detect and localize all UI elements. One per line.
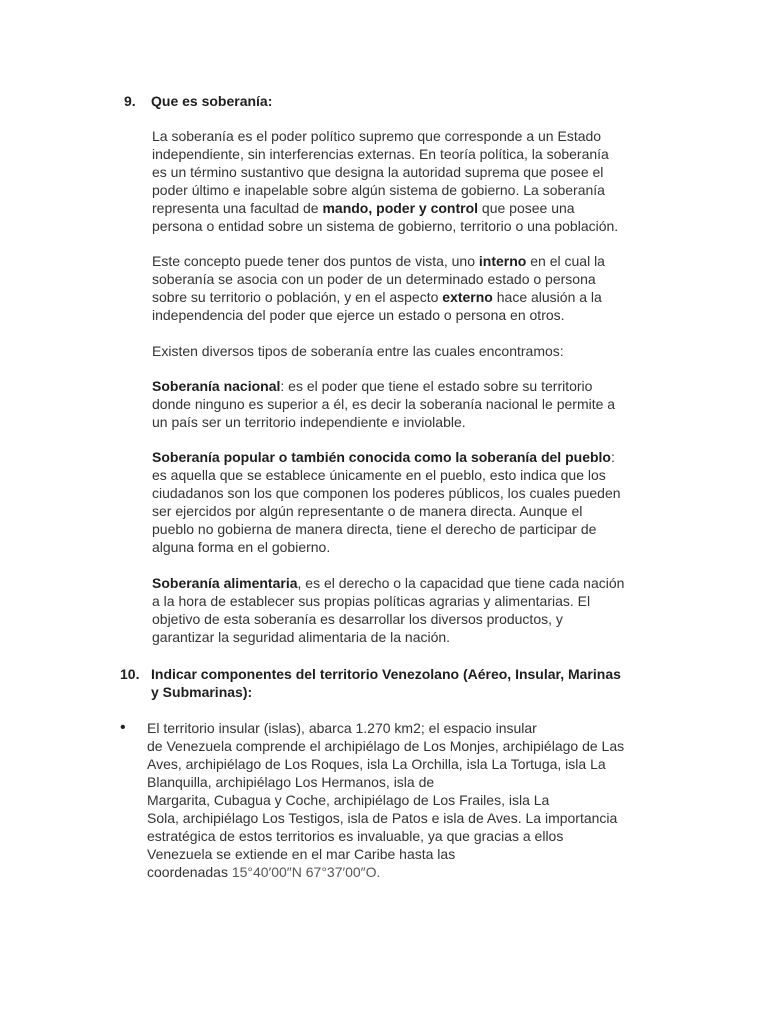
text-fragment: coordenadas — [147, 864, 232, 880]
text-line: donde ninguno es superior a él, es decir la soberanía nacional le permite a — [152, 396, 616, 412]
text-fragment: , es el derecho o la capacidad que tiene cada nación — [297, 575, 625, 591]
question-10-heading — [120, 665, 680, 701]
text-line: La soberanía es el poder político supremo que corresponde a un Estado — [152, 128, 602, 144]
question-number: 10. — [120, 666, 140, 682]
text-fragment: hace alusión a la — [492, 289, 602, 305]
text-line — [152, 377, 672, 395]
coordinates-text: 15°40′00″N 67°37′00″O. — [231, 864, 381, 880]
text-line — [152, 252, 672, 270]
text-line: Aves, archipiélago de Los Roques, isla La Orchilla, isla La Tortuga, isla La — [147, 756, 606, 772]
text-fragment: : es el poder que tiene el estado sobre su territorio — [280, 378, 593, 394]
text-line — [147, 863, 687, 881]
bold-term: Soberanía alimentaria — [152, 575, 298, 591]
text-line: estratégica de estos territorios es invaluable, ya que gracias a ellos — [147, 828, 564, 844]
text-line: alguna forma en el gobierno. — [152, 539, 331, 555]
text-line: ciudadanos son los que componen los poderes públicos, los cuales pueden — [152, 485, 621, 501]
bold-term: interno — [478, 253, 527, 269]
text-line: independencia del poder que ejerce un estado o persona en otros. — [152, 307, 565, 323]
bold-term: externo — [442, 289, 493, 305]
insular-territory-paragraph — [147, 719, 687, 881]
question-title-continued: y Submarinas): — [151, 684, 253, 700]
text-line: soberanía se asocia con un poder de un determinado estado o persona — [152, 271, 596, 287]
definition-paragraph — [152, 127, 672, 235]
food-sovereignty-paragraph — [152, 574, 672, 646]
text-line: garantizar la seguridad alimentaria de la nación. — [152, 629, 451, 645]
text-line: Existen diversos tipos de soberanía entre las cuales encontramos: — [152, 343, 564, 359]
text-line: pueblo no gobierna de manera directa, tiene el derecho de participar de — [152, 521, 597, 537]
question-title: Indicar componentes del territorio Venezolano (Aéreo, Insular, Marinas — [151, 666, 621, 682]
question-9-heading — [124, 92, 684, 110]
bold-term: Soberanía popular o también conocida como la soberanía del pueblo — [152, 449, 611, 465]
text-line: Margarita, Cubagua y Coche, archipiélago de Los Frailes, isla La — [147, 792, 550, 808]
text-fragment: en el cual la — [526, 253, 605, 269]
popular-sovereignty-paragraph — [152, 448, 672, 556]
text-fragment: Este concepto puede tener dos puntos de vista, uno — [152, 253, 479, 269]
types-intro-paragraph — [152, 342, 672, 360]
text-fragment: que posee una — [478, 200, 575, 216]
text-line: Sola, archipiélago Los Testigos, isla de Patos e isla de Aves. La importancia — [147, 810, 618, 826]
bold-term: Soberanía nacional — [152, 378, 281, 394]
text-line: Blanquilla, archipiélago Los Hermanos, isla de — [147, 774, 435, 790]
text-line: de Venezuela comprende el archipiélago de Los Monjes, archipiélago de Las — [147, 738, 625, 754]
text-line: es un término sustantivo que designa la autoridad suprema que posee el — [152, 164, 604, 180]
text-line — [152, 574, 672, 592]
text-line: El territorio insular (islas), abarca 1.270 km2; el espacio insular — [147, 720, 537, 736]
text-fragment: sobre su territorio o población, y en el aspecto — [152, 289, 443, 305]
text-line: un país ser un territorio independiente e inviolable. — [152, 414, 466, 430]
text-fragment: representa una facultad de — [152, 200, 323, 216]
viewpoints-paragraph — [152, 252, 672, 324]
question-title: Que es soberanía: — [151, 93, 273, 109]
bullet-icon: • — [120, 719, 126, 736]
text-line: a la hora de establecer sus propias políticas agrarias y alimentarias. El — [152, 593, 591, 609]
text-fragment: : — [610, 449, 615, 465]
text-line: ser ejercidos por algún representante o de manera directa. Aunque el — [152, 503, 583, 519]
text-line: poder último e inapelable sobre algún sistema de gobierno. La soberanía — [152, 182, 605, 198]
text-line: persona o entidad sobre un sistema de gobierno, territorio o una población. — [152, 218, 619, 234]
text-line: independiente, sin interferencias externas. En teoría política, la soberanía — [152, 146, 609, 162]
text-line: objetivo de esta soberanía es desarrollar los diversos productos, y — [152, 611, 563, 627]
text-line — [152, 199, 672, 217]
text-line: es aquella que se establece únicamente en el pueblo, esto indica que los — [152, 467, 606, 483]
bold-term: mando, poder y control — [322, 200, 479, 216]
text-line: Venezuela se extiende en el mar Caribe hasta las — [147, 846, 456, 862]
text-line — [152, 288, 672, 306]
text-line — [152, 448, 672, 466]
national-sovereignty-paragraph — [152, 377, 672, 431]
question-number: 9. — [124, 93, 136, 109]
